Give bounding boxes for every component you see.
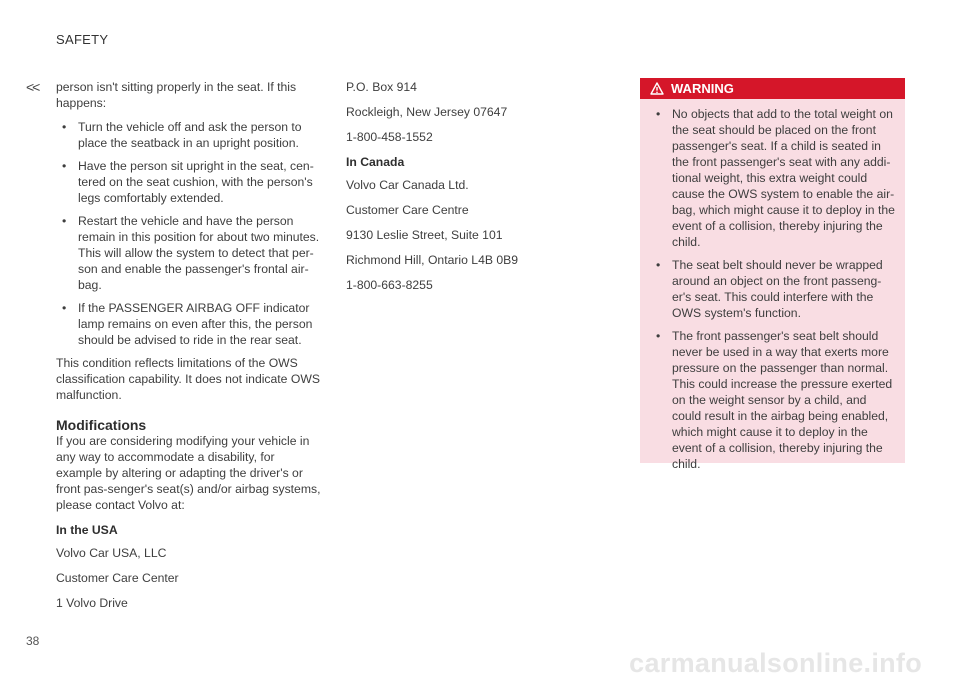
bullet-icon: • <box>62 159 67 173</box>
address-line: Volvo Car Canada Ltd. <box>346 178 469 192</box>
back-navigation-icon[interactable]: << <box>26 79 39 95</box>
address-line: Customer Care Center <box>56 571 179 585</box>
bullet-icon: • <box>62 301 67 315</box>
list-item: • Turn the vehicle off and ask the person to place the seatback in an upright position. <box>62 120 302 150</box>
limitation-note: This condition reflects limitations of the OWS classification capability. It does not indicate OWS malfunction. <box>56 356 320 402</box>
list-item: • Have the person sit upright in the seat, cen-tered on the seat cushion, with the person's legs comfortably extended. <box>62 159 314 205</box>
bullet-icon: • <box>656 107 661 121</box>
list-item: • The front passenger's seat belt should never be used in a way that exerts more pressure on the passenger than normal. This could increase the pressure exerted on the weight sensor by a child, and could result in the airbag being enabled, which might cause it to deploy in the event of a collision, thereby injuring the child. <box>656 329 893 471</box>
section-title: SAFETY <box>56 32 109 47</box>
warning-box <box>640 78 905 471</box>
address-line: Volvo Car USA, LLC <box>56 546 167 560</box>
bullet-icon: • <box>656 258 661 272</box>
list-item: • Restart the vehicle and have the person remain in this position for about two minutes. This will allow the system to detect that per-son and enable the passenger's frontal air-bag. <box>62 214 320 292</box>
warning-title: WARNING <box>671 81 734 96</box>
list-item: • The seat belt should never be wrapped around an object on the front passeng-er's seat. This could interfere with the OWS system's function. <box>656 258 883 320</box>
warning-list <box>650 106 895 472</box>
address-line: P.O. Box 914 <box>346 80 417 94</box>
modifications-heading: Modifications <box>56 417 147 433</box>
canada-heading: In Canada <box>346 155 405 169</box>
bullet-icon: • <box>62 120 67 134</box>
address-line: 9130 Leslie Street, Suite 101 <box>346 228 503 242</box>
watermark: carmanualsonline.info <box>629 648 922 677</box>
bullet-icon: • <box>656 329 661 343</box>
phone-number: 1-800-663-8255 <box>346 278 433 292</box>
page-number: 38 <box>26 634 40 648</box>
column-left <box>56 79 322 611</box>
list-item: • If the PASSENGER AIRBAG OFF indicator lamp remains on even after this, the person should be advised to ride in the rear seat. <box>62 301 313 347</box>
address-line: Rockleigh, New Jersey 07647 <box>346 105 508 119</box>
address-line: 1 Volvo Drive <box>56 596 128 610</box>
column-middle <box>346 79 616 293</box>
address-line: Richmond Hill, Ontario L4B 0B9 <box>346 253 519 267</box>
warning-triangle-icon <box>650 82 664 95</box>
warning-header <box>640 78 905 99</box>
bullet-icon: • <box>62 214 67 228</box>
warning-body <box>640 99 905 472</box>
list-item: • No objects that add to the total weight on the seat should be placed on the front passenger's seat. If a child is seated in the front passenger's seat with any addi-tional weight, this extra weight could cause the OWS system to enable the air-bag, which might cause it to deploy in the event of a collision, thereby injuring the child. <box>656 107 895 249</box>
modifications-paragraph: If you are considering modifying your vehicle in any way to accommodate a disability, for example by altering or adapting the driver's or front pas-senger's seat(s) and/or airbag systems, please contact Volvo at: <box>56 434 321 512</box>
phone-number: 1-800-458-1552 <box>346 130 433 144</box>
instruction-list <box>56 119 322 348</box>
address-line: Customer Care Centre <box>346 203 469 217</box>
usa-heading: In the USA <box>56 523 118 537</box>
intro-paragraph: person isn't sitting properly in the seat. If this happens: <box>56 80 297 110</box>
